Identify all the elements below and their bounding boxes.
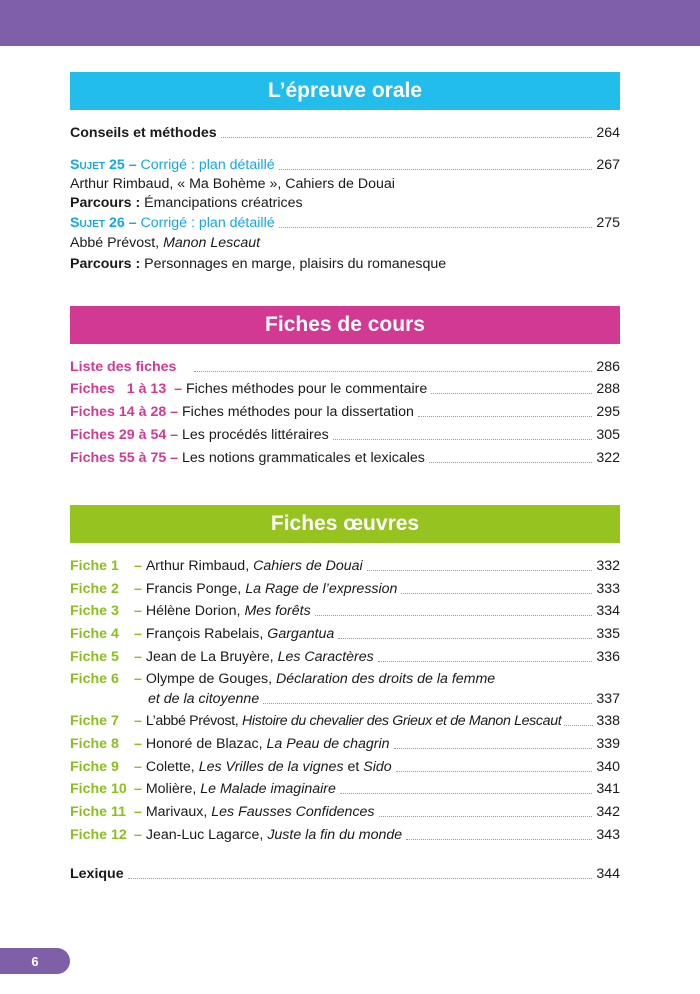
page-number: 275 [596, 215, 620, 231]
work-title: Gargantua [267, 626, 335, 642]
entry-label: Fiches 55 à 75 – [70, 450, 179, 466]
leader-dots [263, 703, 592, 704]
leader-dots [279, 227, 593, 228]
dash: – [134, 736, 142, 752]
author: François Rabelais, [145, 626, 268, 642]
toc-entry-cours-3[interactable] [70, 425, 620, 445]
toc-entry-fiche-6[interactable] [70, 669, 620, 689]
toc-entry-cours-1[interactable] [70, 379, 620, 399]
sujet-tag: Sujet 25 – [70, 157, 137, 173]
toc-entry-cours-0[interactable] [70, 357, 620, 377]
entry-text: Fiches méthodes pour le commentaire [185, 381, 428, 397]
toc-entry-fiche-9[interactable] [70, 757, 620, 777]
sujet-tag: Sujet 26 – [70, 215, 137, 231]
toc-entry-cours-2[interactable] [70, 402, 620, 422]
leader-dots [406, 839, 592, 840]
toc-entry-fiche-6-cont[interactable] [70, 689, 620, 709]
entry-label: Fiche 9 [70, 759, 119, 775]
work-title: et de la citoyenne [148, 691, 260, 707]
entry-text [146, 669, 495, 689]
page-number: 344 [596, 866, 620, 882]
work-title: Les Fausses Confidences [211, 804, 375, 820]
entry-label [70, 155, 275, 175]
top-band [0, 0, 700, 46]
work-title: La Peau de chagrin [266, 736, 390, 752]
toc-entry-fiche-10[interactable] [70, 779, 620, 799]
page-number: 264 [596, 125, 620, 141]
author: Jean de La Bruyère, [145, 649, 278, 665]
entry-text [146, 802, 375, 822]
dash: – [134, 558, 142, 574]
toc-entry-lexique[interactable] [70, 864, 620, 884]
leader-dots [401, 593, 592, 594]
work-title: Manon Lescaut [163, 235, 261, 251]
toc-entry-fiche-8[interactable] [70, 734, 620, 754]
leader-dots [221, 137, 593, 138]
page-number: 341 [596, 781, 620, 797]
work-title-2: Sido [363, 759, 392, 775]
entry-label: Fiche 12 [70, 827, 127, 843]
sujet-25-parcours [70, 193, 620, 213]
entry-label: Fiches 29 à 54 – [70, 427, 179, 443]
leader-dots [418, 416, 592, 417]
toc-entry-fiche-2[interactable] [70, 579, 620, 599]
entry-label: Fiche 4 [70, 626, 119, 642]
entry-label: Fiche 3 [70, 603, 119, 619]
toc-entry-fiche-3[interactable] [70, 601, 620, 621]
parcours-label: Parcours : [70, 256, 141, 272]
leader-dots [367, 570, 593, 571]
work-title: Juste la fin du monde [267, 827, 403, 843]
author: Abbé Prévost, [70, 235, 164, 251]
entry-label: Fiche 1 [70, 558, 119, 574]
toc-entry-fiche-1[interactable] [70, 556, 620, 576]
work-title: La Rage de l’expression [245, 581, 398, 597]
author: Honoré de Blazac, [145, 736, 267, 752]
entry-label: Lexique [70, 866, 124, 882]
dash: – [134, 804, 142, 820]
toc-entry-conseils[interactable] [70, 123, 620, 143]
author: Marivaux, [145, 804, 212, 820]
entry-label: Fiche 6 [70, 671, 119, 687]
toc-entry-fiche-11[interactable] [70, 802, 620, 822]
entry-label: Fiches 14 à 28 – [70, 404, 179, 420]
leader-dots [315, 615, 593, 616]
dash: – [134, 581, 142, 597]
entry-label: Fiche 11 [70, 804, 126, 820]
leader-dots [340, 793, 592, 794]
page-number: 332 [596, 558, 620, 574]
entry-label: Fiche 7 [70, 713, 119, 729]
page-number: 267 [596, 157, 620, 173]
entry-text [146, 734, 390, 754]
page-number: 334 [596, 603, 620, 619]
section-title-oral: L’épreuve orale [70, 72, 620, 110]
entry-label: Fiche 2 [70, 581, 119, 597]
dash: – [134, 713, 142, 729]
sujet-26-parcours [70, 254, 620, 274]
toc-entry-fiche-5[interactable] [70, 647, 620, 667]
page-number: 339 [596, 736, 620, 752]
section-title-oeuvres: Fiches œuvres [70, 505, 620, 543]
sujet-title: Corrigé : plan détaillé [140, 157, 275, 173]
leader-dots [431, 393, 592, 394]
entry-label: Liste des fiches [70, 359, 177, 375]
dash: – [134, 759, 142, 775]
page-number: 305 [596, 427, 620, 443]
leader-dots [194, 371, 592, 372]
toc-entry-fiche-12[interactable] [70, 825, 620, 845]
entry-text: Les procédés littéraires [182, 427, 329, 443]
work-title: Mes forêts [244, 603, 311, 619]
page-number: 288 [596, 381, 620, 397]
page-number: 338 [596, 713, 620, 729]
page-number-tab: 6 [0, 948, 70, 974]
dash: – [134, 827, 142, 843]
leader-dots [378, 661, 593, 662]
sujet-title: Corrigé : plan détaillé [140, 215, 275, 231]
work-title: Les Caractères [277, 649, 374, 665]
entry-text [146, 757, 392, 777]
author: Olympe de Gouges, [145, 671, 276, 687]
entry-text [146, 711, 562, 731]
entry-label [70, 213, 275, 233]
entry-text [146, 779, 336, 799]
author: Molière, [145, 781, 201, 797]
entry-label: Fiche 10 [70, 781, 127, 797]
dash: – [134, 649, 142, 665]
entry-label: Fiche 5 [70, 649, 119, 665]
leader-dots [394, 748, 593, 749]
entry-label: Fiche 8 [70, 736, 119, 752]
author: Colette, [145, 759, 199, 775]
leader-dots [396, 771, 593, 772]
work-title: Les Vrilles de la vignes [198, 759, 344, 775]
leader-dots [279, 169, 593, 170]
work-title: Déclaration des droits de la femme [275, 671, 496, 687]
sujet-26-author [70, 233, 620, 253]
entry-text: Fiches méthodes pour la dissertation [182, 404, 414, 420]
page-number: 337 [596, 691, 620, 707]
page-number: 333 [596, 581, 620, 597]
entry-text: Les notions grammaticales et lexicales [182, 450, 425, 466]
dash: – [134, 671, 142, 687]
entry-text [146, 556, 363, 576]
sujet-25-author: Arthur Rimbaud, « Ma Bohème », Cahiers de Douai [70, 176, 395, 192]
author: L’abbé Prévost, [145, 713, 242, 729]
leader-dots [333, 439, 593, 440]
toc-entry-fiche-4[interactable] [70, 624, 620, 644]
parcours-text: Émancipations créatrices [144, 195, 303, 211]
author: Hélène Dorion, [145, 603, 245, 619]
conjunction: et [343, 759, 364, 775]
page-number: 335 [596, 626, 620, 642]
author: Jean-Luc Lagarce, [145, 827, 268, 843]
page-number: 286 [596, 359, 620, 375]
entry-text [146, 579, 398, 599]
leader-dots [429, 462, 592, 463]
page-number: 295 [596, 404, 620, 420]
leader-dots [379, 816, 593, 817]
entry-text [146, 825, 402, 845]
dash: – [134, 626, 142, 642]
page-number: 342 [596, 804, 620, 820]
page-number: 336 [596, 649, 620, 665]
dash: – [134, 781, 142, 797]
leader-dots [338, 638, 592, 639]
entry-label: Conseils et méthodes [70, 125, 217, 141]
parcours-label: Parcours : [70, 195, 141, 211]
page-number: 322 [596, 450, 620, 466]
toc-entry-cours-4[interactable] [70, 448, 620, 468]
leader-dots [564, 725, 593, 726]
work-title: Le Malade imaginaire [200, 781, 336, 797]
leader-dots [128, 878, 593, 879]
work-title: Histoire du chevalier des Grieux et de Manon Lescaut [242, 713, 562, 729]
page-number: 340 [596, 759, 620, 775]
work-title: Cahiers de Douai [253, 558, 363, 574]
entry-label: Fiches 1 à 13 – [70, 381, 182, 397]
author: Francis Ponge, [145, 581, 246, 597]
toc-entry-fiche-7[interactable] [70, 711, 620, 731]
toc-entry-sujet-25[interactable] [70, 155, 620, 175]
toc-entry-sujet-26[interactable] [70, 213, 620, 233]
page-number: 343 [596, 827, 620, 843]
parcours-text: Personnages en marge, plaisirs du romanesque [144, 256, 447, 272]
dash: – [134, 603, 142, 619]
section-title-cours: Fiches de cours [70, 306, 620, 344]
entry-text [70, 689, 259, 709]
entry-text [146, 601, 311, 621]
entry-text [146, 647, 374, 667]
entry-text [146, 624, 334, 644]
author: Arthur Rimbaud, [145, 558, 254, 574]
